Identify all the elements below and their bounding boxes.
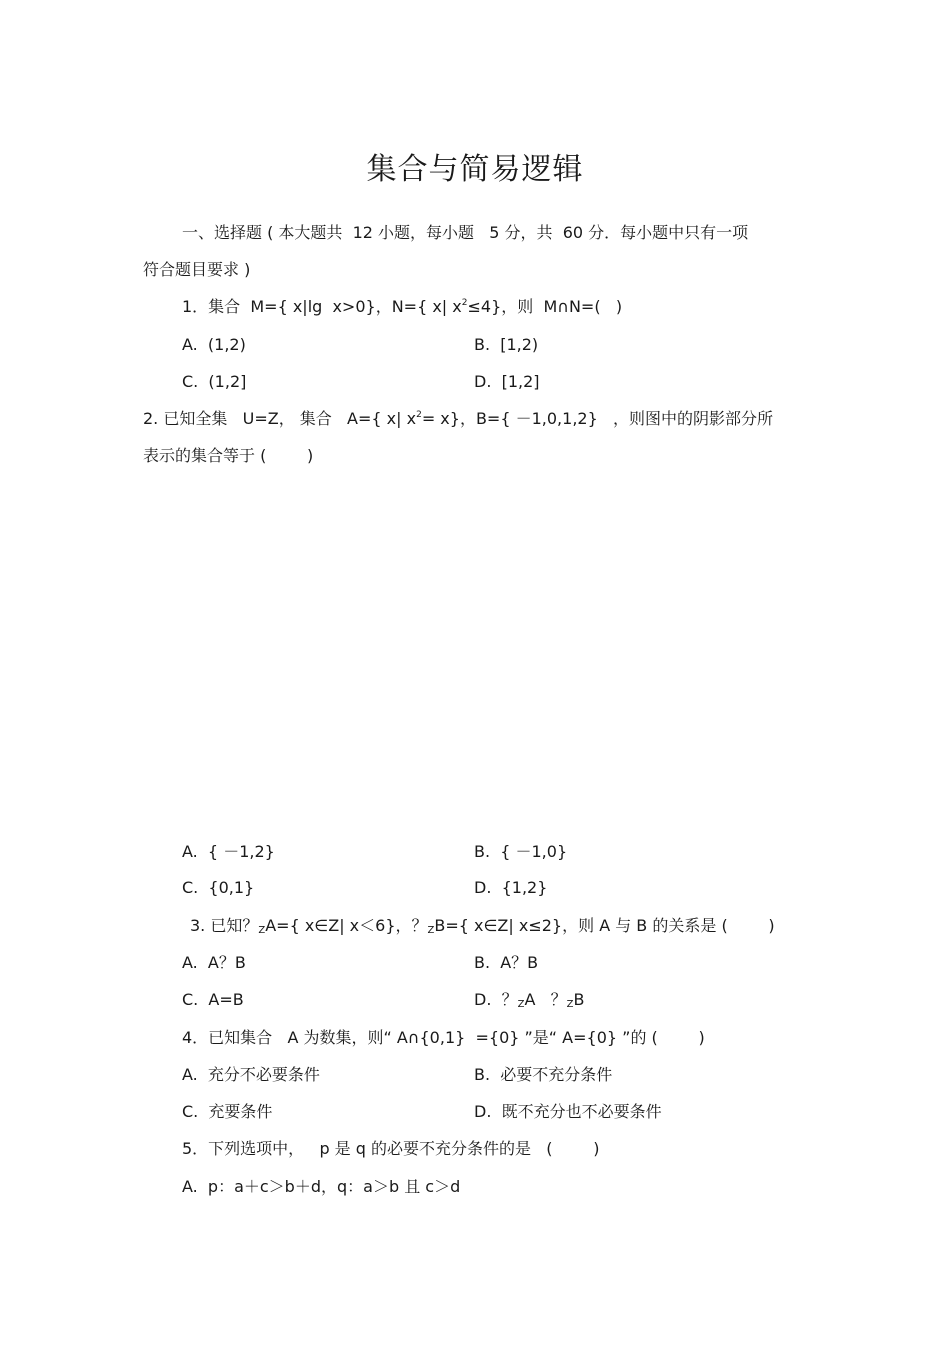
q2-option-b: B. { －1,0}	[474, 842, 568, 861]
q2-option-d: D. {1,2}	[474, 878, 548, 897]
figure-placeholder	[143, 480, 803, 830]
q2-option-a: A. { －1,2}	[182, 842, 275, 861]
q3-stem	[190, 916, 775, 936]
q1-stem-part1: 1．集合 M={ x|lg x>0}，N={ x| x	[182, 297, 462, 316]
q1-option-c: C. (1,2]	[182, 372, 247, 391]
q3-option-a: A. A？B	[182, 953, 246, 972]
q4-option-a: A. 充分不必要条件	[182, 1065, 320, 1084]
q3-option-b: B. A？B	[474, 953, 539, 972]
q2-stem	[143, 409, 773, 429]
q2-exponent: 2	[416, 410, 422, 420]
q1-exponent: 2	[461, 298, 468, 308]
q3-option-d-subscript-2: Z	[566, 999, 574, 1010]
q1-stem-part2: ≤4}，则 M∩N=( )	[467, 297, 623, 316]
q1-stem	[182, 297, 622, 317]
page-title: 集合与简易逻辑	[366, 152, 584, 187]
q3-option-d	[474, 990, 585, 1010]
q5-stem: 5．下列选项中， p 是 q 的必要不充分条件的是 ( )	[182, 1139, 600, 1158]
section-heading-line2: 符合题目要求 )	[143, 260, 251, 279]
section-heading-line1: 一、选择题 ( 本大题共 12 小题，每小题 5 分，共 60 分．每小题中只有一项	[182, 223, 749, 242]
q2-stem-line2: 表示的集合等于 ( )	[143, 446, 314, 465]
q4-option-d: D. 既不充分也不必要条件	[474, 1102, 662, 1121]
q4-option-b: B. 必要不充分条件	[474, 1065, 613, 1084]
q4-stem: 4．已知集合 A 为数集，则“ A∩{0,1} ={0} ”是“ A={0} ”的 ( )	[182, 1028, 705, 1047]
q3-option-d-part1: D. ？	[474, 990, 518, 1009]
q3-option-d-part2: A ？	[524, 990, 567, 1009]
q3-stem-part1: 3. 已知？	[190, 916, 259, 935]
q3-stem-part2: A={ x∈Z| x＜6}，？	[265, 916, 428, 935]
q3-subscript-2: Z	[427, 925, 435, 936]
q3-option-d-subscript-1: Z	[517, 999, 525, 1010]
q2-stem-part1: 2. 已知全集 U=Z， 集合 A={ x| x	[143, 409, 417, 428]
q1-option-d: D. [1,2]	[474, 372, 540, 391]
q3-stem-part3: B={ x∈Z| x≤2}，则 A 与 B 的关系是 ( )	[434, 916, 775, 935]
q5-option-a: A. p：a＋c＞b＋d，q：a＞b 且 c＞d	[182, 1177, 461, 1196]
q3-option-d-part3: B	[573, 990, 585, 1009]
q1-option-b: B. [1,2)	[474, 335, 539, 354]
q2-stem-part2: = x}，B={ －1,0,1,2} ，则图中的阴影部分所	[421, 409, 774, 428]
q2-option-c: C. {0,1}	[182, 878, 255, 897]
q3-option-c: C. A=B	[182, 990, 244, 1009]
q4-option-c: C. 充要条件	[182, 1102, 273, 1121]
q1-option-a: A. (1,2)	[182, 335, 246, 354]
q3-subscript-1: Z	[258, 925, 266, 936]
